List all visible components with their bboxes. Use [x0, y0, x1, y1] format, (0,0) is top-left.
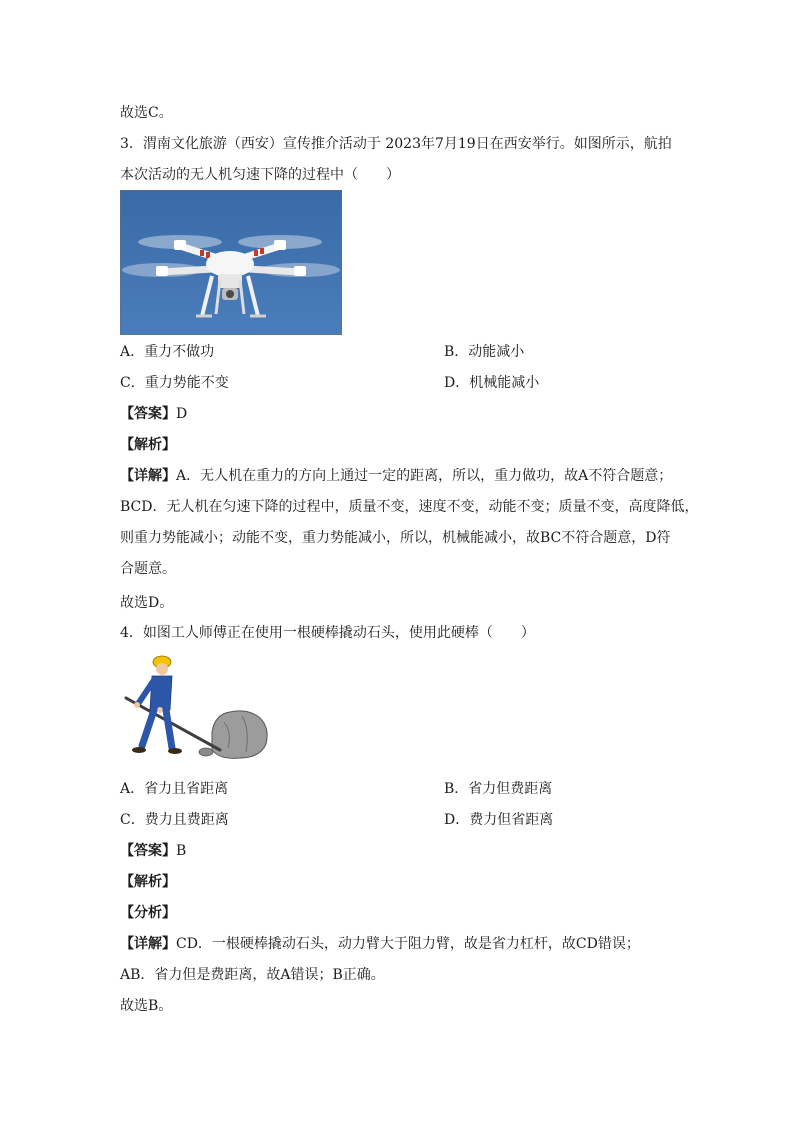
q4-option-d: D．费力但省距离 — [444, 812, 554, 828]
q4-analysis-tag: 【解析】 — [120, 874, 176, 890]
q4-answer — [120, 842, 680, 860]
q3-answer — [120, 405, 680, 423]
q3-answer-tag: 【答案】 — [120, 406, 176, 422]
drone-illustration — [120, 190, 342, 335]
q4-option-a: A．省力且省距离 — [120, 781, 229, 797]
q3-option-a: A．重力不做功 — [120, 344, 215, 360]
q4-option-c: C．费力且费距离 — [120, 812, 229, 828]
q4-option-b: B．省力但费距离 — [444, 781, 553, 797]
q2-conclusion: 故选C。 — [120, 105, 173, 121]
q4-stem: 4．如图工人师傅正在使用一根硬棒撬动石头，使用此硬棒（ ） — [120, 625, 535, 641]
q3-option-c: C．重力势能不变 — [120, 375, 229, 391]
worker-prying-rock-drawing — [120, 652, 275, 764]
q3-detail-line1: 【详解】A．无人机在重力的方向上通过一定的距离，所以，重力做功，故A不符合题意； — [120, 468, 673, 484]
q3-detail-line2: BCD．无人机在匀速下降的过程中，质量不变，速度不变，动能不变；质量不变，高度降低， — [120, 499, 699, 515]
q3-answer-value: D — [176, 406, 188, 422]
q3-detail-tag: 【详解】 — [120, 468, 176, 484]
q3-option-d: D．机械能减小 — [444, 375, 540, 391]
q4-fenxi-tag: 【分析】 — [120, 905, 176, 921]
q4-conclusion: 故选B。 — [120, 998, 173, 1014]
q3-analysis-tag: 【解析】 — [120, 437, 176, 453]
q3-detail-line4: 合题意。 — [120, 561, 176, 577]
q4-detail-line2: AB．省力但是费距离，故A错误；B正确。 — [120, 967, 385, 983]
q3-stem-line1: 3．渭南文化旅游（西安）宣传推介活动于 2023年7月19日在西安举行。如图所示，航拍 — [120, 136, 672, 152]
q3-option-b: B．动能减小 — [444, 344, 525, 360]
q3-detail-line3: 则重力势能减小；动能不变，重力势能减小，所以，机械能减小，故BC不符合题意，D符 — [120, 530, 671, 546]
q3-conclusion: 故选D。 — [120, 595, 174, 611]
worker-lever-illustration — [120, 652, 275, 764]
drone-photo — [120, 190, 342, 335]
q3-stem-line2: 本次活动的无人机匀速下降的过程中（ ） — [120, 167, 400, 183]
q4-answer-value: B — [176, 843, 187, 859]
q4-detail-line1: 【详解】CD．一根硬棒撬动石头，动力臂大于阻力臂，故是省力杠杆，故CD错误； — [120, 936, 640, 952]
q4-answer-tag: 【答案】 — [120, 843, 176, 859]
q4-detail-tag: 【详解】 — [120, 936, 176, 952]
